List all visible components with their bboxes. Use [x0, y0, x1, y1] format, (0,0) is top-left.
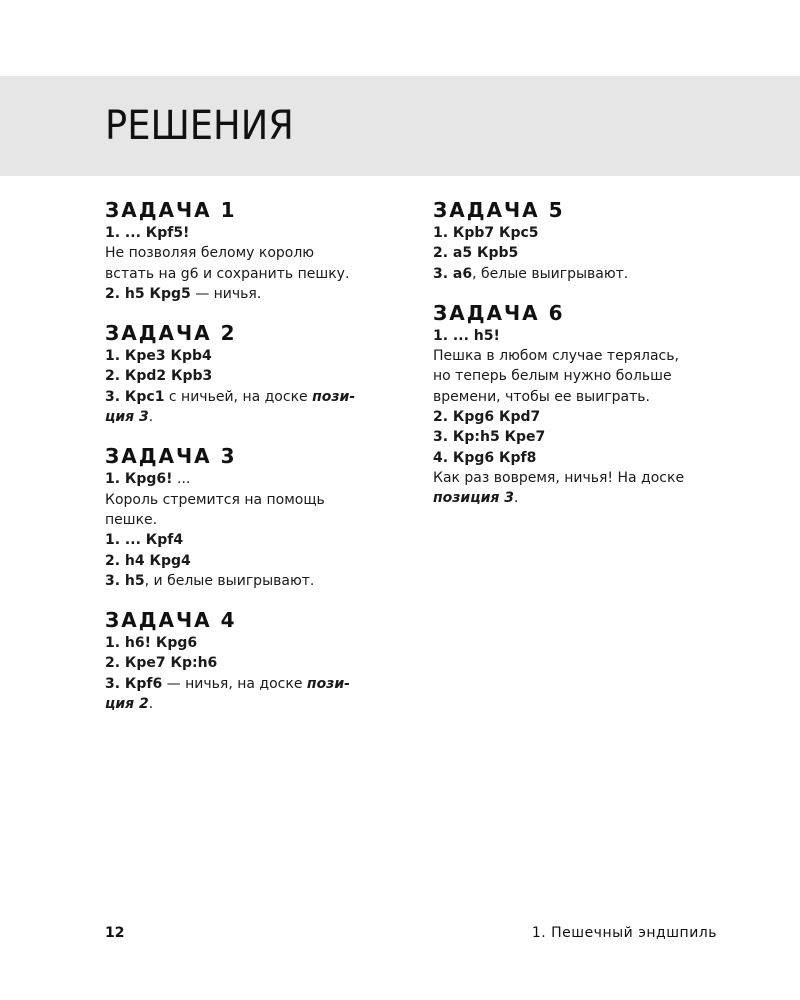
- comment-text: .: [148, 696, 154, 713]
- solution-line: [105, 407, 405, 427]
- position-ref: пози-: [306, 675, 350, 692]
- solution-line: [433, 448, 733, 468]
- comment-text: Не позволяя белому королю: [105, 245, 315, 262]
- move-text: 1. ... h5!: [433, 327, 500, 344]
- move-text: 2. Крe7 Кр:h6: [105, 655, 218, 672]
- comment-text: встать на g6 и сохранить пешку.: [105, 265, 350, 282]
- right-column: [433, 198, 733, 526]
- solution-line: [105, 490, 405, 510]
- solution-line: [105, 387, 405, 407]
- problem-heading: ЗАДАЧА 5: [433, 198, 565, 222]
- problem-block: [105, 198, 405, 304]
- comment-text: .: [148, 409, 154, 426]
- comment-text: с ничьей, на доске: [164, 388, 313, 405]
- solution-line: [105, 551, 405, 571]
- solution-line: [433, 468, 733, 488]
- problem-heading: ЗАДАЧА 4: [105, 608, 237, 633]
- move-text: 2. Крd2 Крb3: [105, 368, 213, 385]
- move-text: 1. Крg6!: [105, 471, 173, 488]
- solution-line: [105, 243, 405, 263]
- comment-text: Как раз вовремя, ничья! На доске: [433, 469, 685, 486]
- problem-block: [105, 608, 405, 714]
- comment-text: , и белые выигрывают.: [144, 572, 315, 589]
- move-text: 2. h5 Крg5: [105, 285, 191, 302]
- move-text: 1. ... Крf5!: [105, 225, 190, 241]
- move-text: 3. Крc1: [105, 388, 165, 405]
- solution-line: [433, 346, 733, 366]
- solution-line: [433, 407, 733, 427]
- solution-line: [105, 653, 405, 673]
- comment-text: времени, чтобы ее выиграть.: [433, 388, 650, 405]
- solution-line: [433, 427, 733, 447]
- solution-line: [105, 510, 405, 530]
- problem-block: [433, 301, 733, 509]
- comment-text: пешке.: [105, 511, 158, 528]
- solution-line: [433, 264, 733, 284]
- move-text: 2. Крg6 Крd7: [433, 409, 541, 426]
- solution-line: [105, 530, 405, 550]
- comment-text: — ничья, на доске: [162, 675, 307, 692]
- comment-text: , белые выигрывают.: [472, 265, 629, 282]
- page-title: РЕШЕНИЯ: [105, 103, 294, 149]
- move-text: 1. h6! Крg6: [105, 635, 198, 652]
- solution-line: [105, 223, 405, 243]
- solution-line: [433, 326, 733, 346]
- solution-line: [105, 694, 405, 714]
- move-text: 2. h4 Крg4: [105, 552, 191, 569]
- solution-line: [105, 346, 405, 366]
- problem-heading: ЗАДАЧА 2: [105, 321, 237, 346]
- move-text: 3. Кр:h5 Крe7: [433, 429, 546, 446]
- move-text: 3. a6: [433, 265, 473, 282]
- comment-text: .: [514, 490, 519, 507]
- solution-line: [105, 674, 405, 694]
- comment-text: — ничья.: [190, 285, 262, 302]
- solution-line: [105, 633, 405, 653]
- solution-line: [433, 488, 733, 508]
- problem-block: [433, 198, 733, 284]
- solution-line: [105, 571, 405, 591]
- chapter-title: 1. Пешечный эндшпиль: [531, 925, 717, 941]
- move-text: 1. ... Крf4: [105, 532, 184, 549]
- position-ref: ция 3: [105, 409, 149, 426]
- comment-text: ...: [172, 471, 191, 488]
- comment-text: Пешка в любом случае терялась,: [433, 348, 679, 365]
- move-text: 2. a5 Крb5: [433, 245, 519, 262]
- comment-text: Король стремится на помощь: [105, 491, 325, 508]
- position-ref: позиция 3: [433, 490, 515, 507]
- move-text: 3. h5: [105, 572, 145, 589]
- solution-line: [433, 387, 733, 407]
- solution-line: [433, 366, 733, 386]
- solution-line: [105, 366, 405, 386]
- position-ref: пози-: [312, 388, 356, 405]
- problem-heading: ЗАДАЧА 1: [105, 198, 237, 222]
- solution-line: [433, 243, 733, 263]
- solution-line: [433, 223, 733, 243]
- left-column: [105, 198, 405, 731]
- solution-line: [105, 284, 405, 304]
- move-text: 4. Крg6 Крf8: [433, 449, 537, 466]
- solution-line: [105, 264, 405, 284]
- comment-text: но теперь белым нужно больше: [433, 368, 672, 385]
- page-number: 12: [105, 925, 125, 941]
- problem-heading: ЗАДАЧА 3: [105, 444, 237, 469]
- move-text: 1. Крe3 Крb4: [105, 348, 212, 365]
- problem-block: [105, 321, 405, 427]
- move-text: 3. Крf6: [105, 675, 163, 692]
- move-text: 1. Крb7 Крc5: [433, 225, 539, 241]
- solution-line: [105, 469, 405, 489]
- problem-block: [105, 444, 405, 591]
- position-ref: ция 2: [105, 696, 149, 713]
- problem-heading: ЗАДАЧА 6: [433, 300, 565, 325]
